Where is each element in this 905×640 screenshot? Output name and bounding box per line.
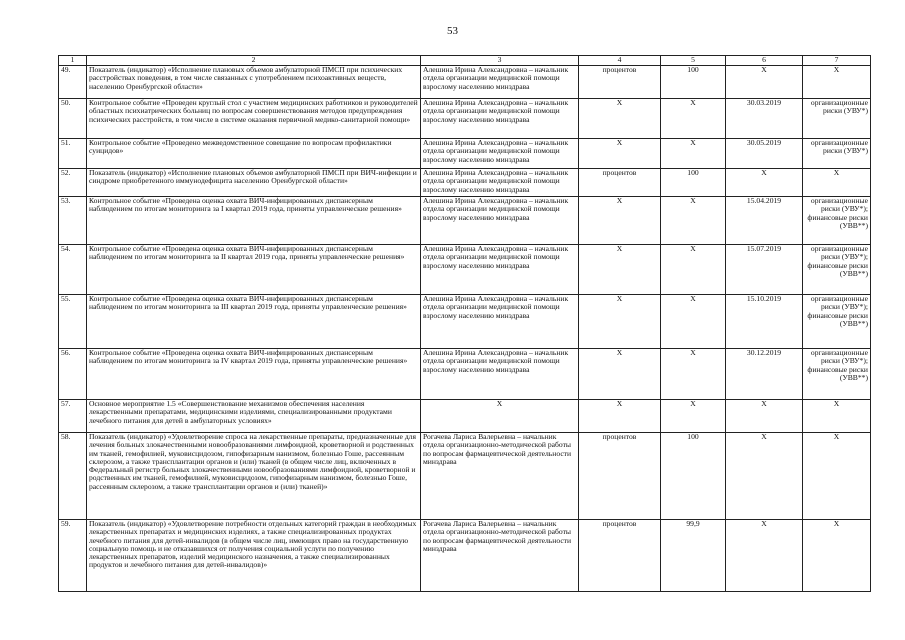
row-date: X	[726, 433, 803, 520]
row-description: Контрольное событие «Проведена оценка охвата ВИЧ-инфицированных диспансерным наблюдением по итогам мониторинга за I квартал 2019 года, приняты управленческие решения»	[87, 197, 421, 245]
row-date: X	[726, 400, 803, 433]
table-row	[59, 197, 871, 245]
row-date: X	[726, 520, 803, 592]
row-description: Контрольное событие «Проведено межведомственное совещание по вопросам профилактики суицидов»	[87, 139, 421, 169]
page-number: 53	[447, 25, 458, 37]
row-date: X	[726, 66, 803, 99]
row-unit: X	[579, 400, 661, 433]
row-responsible: X	[421, 400, 579, 433]
row-description: Контрольное событие «Проведен круглый стол с участием медицинских работников и руководителей областных психиатрических больниц по вопросам совершенствования методов предупреждения психических расстройств, в том числе в системе оказания первичной медико-санитарной помощи»	[87, 99, 421, 139]
row-description: Показатель (индикатор) «Удовлетворение спроса на лекарственные препараты, предназначенные для лечения больных злокачественными новообразованиями лимфоидной, кроветворной и родственных им тканей, гемофилией, муковисцидозом, гипофизарным нанизмом, болезнью Гоше, рассеянным склерозом, а также трансплантации органов и (или) тканей (в общем числе лиц, включенных в Федеральный регистр больных злокачественными новообразованиями лимфоидной, кроветворной и родственных им тканей, гемофилией, муковисцидозом, гипофизарным нанизмом, болезнью Гоше, рассеянным склерозом, а также трансплантации органов и (или) тканей)»	[87, 433, 421, 520]
row-unit: процентов	[579, 433, 661, 520]
row-date: 15.04.2019	[726, 197, 803, 245]
row-number: 52.	[59, 169, 87, 197]
col-header-2: 2	[87, 56, 421, 66]
row-date: 30.03.2019	[726, 99, 803, 139]
row-value: X	[661, 139, 726, 169]
header-row	[59, 56, 871, 66]
row-number: 50.	[59, 99, 87, 139]
row-description: Контрольное событие «Проведена оценка охвата ВИЧ-инфицированных диспансерным наблюдением по итогам мониторинга за III квартал 2019 года, приняты управленческие решения»	[87, 295, 421, 349]
col-header-7: 7	[803, 56, 871, 66]
row-description: Основное мероприятие 1.5 «Совершенствование механизмов обеспечения населения лекарственными препаратами, медицинскими изделиями, специализированными продуктами лечебного питания для детей в амбулаторных условиях»	[87, 400, 421, 433]
row-unit: X	[579, 295, 661, 349]
row-number: 51.	[59, 139, 87, 169]
table-row	[59, 169, 871, 197]
row-date: 30.12.2019	[726, 349, 803, 400]
row-risk: организационные риски (УВУ*); финансовые риски (УВВ**)	[803, 349, 871, 400]
row-description: Показатель (индикатор) «Исполнение плановых объемов амбулаторной ПМСП при ВИЧ-инфекции и синдроме приобретенного иммунодефицита населению Оренбургской области»	[87, 169, 421, 197]
row-number: 56.	[59, 349, 87, 400]
row-responsible: Рогачева Лариса Валерьевна – начальник отдела организационно-методической работы по вопросам фармацевтической деятельности минздрава	[421, 433, 579, 520]
row-risk: организационные риски (УВУ*); финансовые риски (УВВ**)	[803, 197, 871, 245]
row-unit: процентов	[579, 520, 661, 592]
table-row	[59, 245, 871, 295]
row-responsible: Рогачева Лариса Валерьевна – начальник отдела организационно-методической работы по вопросам фармацевтической деятельности минздрава	[421, 520, 579, 592]
plan-table	[58, 55, 871, 592]
row-risk: X	[803, 400, 871, 433]
row-responsible: Алешина Ирина Александровна – начальник отдела организации медицинской помощи взрослому населению минздрава	[421, 349, 579, 400]
row-date: X	[726, 169, 803, 197]
col-header-1: 1	[59, 56, 87, 66]
row-number: 57.	[59, 400, 87, 433]
table-row	[59, 295, 871, 349]
row-unit: X	[579, 99, 661, 139]
table-row	[59, 520, 871, 592]
row-number: 59.	[59, 520, 87, 592]
table-row	[59, 433, 871, 520]
row-description: Контрольное событие «Проведена оценка охвата ВИЧ-инфицированных диспансерным наблюдением по итогам мониторинга за II квартал 2019 года, приняты управленческие решения»	[87, 245, 421, 295]
row-number: 55.	[59, 295, 87, 349]
row-date: 15.10.2019	[726, 295, 803, 349]
row-responsible: Алешина Ирина Александровна – начальник отдела организации медицинской помощи взрослому населению минздрава	[421, 295, 579, 349]
row-number: 54.	[59, 245, 87, 295]
row-risk: организационные риски (УВУ*); финансовые риски (УВВ**)	[803, 245, 871, 295]
row-risk: X	[803, 520, 871, 592]
row-number: 49.	[59, 66, 87, 99]
row-risk: организационные риски (УВУ*)	[803, 99, 871, 139]
row-description: Контрольное событие «Проведена оценка охвата ВИЧ-инфицированных диспансерным наблюдением по итогам мониторинга за IV квартал 2019 года, приняты управленческие решения»	[87, 349, 421, 400]
row-number: 53.	[59, 197, 87, 245]
row-responsible: Алешина Ирина Александровна – начальник отдела организации медицинской помощи взрослому населению минздрава	[421, 99, 579, 139]
row-unit: X	[579, 349, 661, 400]
row-value: 99,9	[661, 520, 726, 592]
row-unit: процентов	[579, 66, 661, 99]
row-value: X	[661, 295, 726, 349]
row-value: 100	[661, 169, 726, 197]
row-value: 100	[661, 66, 726, 99]
row-risk: организационные риски (УВУ*)	[803, 139, 871, 169]
row-unit: процентов	[579, 169, 661, 197]
table-row	[59, 66, 871, 99]
row-unit: X	[579, 139, 661, 169]
row-responsible: Алешина Ирина Александровна – начальник отдела организации медицинской помощи взрослому населению минздрава	[421, 139, 579, 169]
row-value: X	[661, 197, 726, 245]
row-unit: X	[579, 197, 661, 245]
row-date: 15.07.2019	[726, 245, 803, 295]
table-row	[59, 400, 871, 433]
row-risk: организационные риски (УВУ*); финансовые риски (УВВ**)	[803, 295, 871, 349]
row-value: X	[661, 99, 726, 139]
row-responsible: Алешина Ирина Александровна – начальник отдела организации медицинской помощи взрослому населению минздрава	[421, 169, 579, 197]
col-header-6: 6	[726, 56, 803, 66]
col-header-5: 5	[661, 56, 726, 66]
row-value: X	[661, 349, 726, 400]
col-header-4: 4	[579, 56, 661, 66]
row-risk: X	[803, 169, 871, 197]
row-risk: X	[803, 433, 871, 520]
table-row	[59, 99, 871, 139]
row-unit: X	[579, 245, 661, 295]
row-responsible: Алешина Ирина Александровна – начальник отдела организации медицинской помощи взрослому населению минздрава	[421, 66, 579, 99]
row-responsible: Алешина Ирина Александровна – начальник отдела организации медицинской помощи взрослому населению минздрава	[421, 245, 579, 295]
table-row	[59, 349, 871, 400]
row-responsible: Алешина Ирина Александровна – начальник отдела организации медицинской помощи взрослому населению минздрава	[421, 197, 579, 245]
col-header-3: 3	[421, 56, 579, 66]
row-description: Показатель (индикатор) «Исполнение плановых объемов амбулаторной ПМСП при психических расстройствах поведения, в том числе связанных с употреблением психоактивных веществ, населению Оренбургской области»	[87, 66, 421, 99]
row-value: X	[661, 245, 726, 295]
row-number: 58.	[59, 433, 87, 520]
table-row	[59, 139, 871, 169]
row-risk: X	[803, 66, 871, 99]
row-value: X	[661, 400, 726, 433]
row-description: Показатель (индикатор) «Удовлетворение потребности отдельных категорий граждан в необходимых лекарственных препаратах и медицинских изделиях, а также специализированных продуктах лечебного питания для детей-инвалидов (в общем числе лиц, имеющих право на государственную социальную помощь и не отказавшихся от получения социальной услуги по получению лекарственных препаратов, изделий медицинского назначения, а также специализированных продуктов и лечебного питания для детей-инвалидов)»	[87, 520, 421, 592]
row-value: 100	[661, 433, 726, 520]
row-date: 30.05.2019	[726, 139, 803, 169]
